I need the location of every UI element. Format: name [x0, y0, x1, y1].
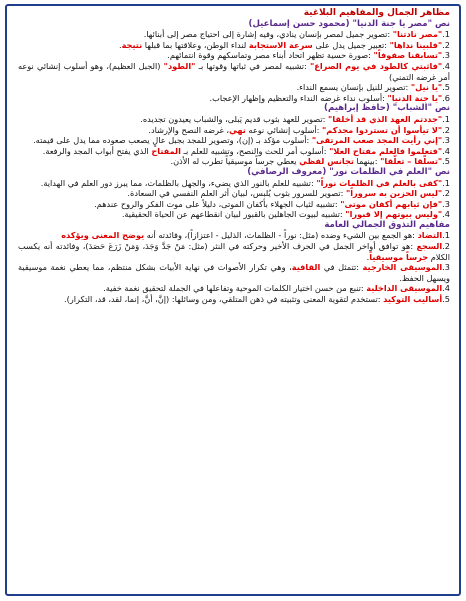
item-text: :أسلوب نداء غرضه النداء والتعظيم وإظهار الإعجاب.	[209, 92, 388, 103]
section-heading: نص "العلم في الظلمات نور" (معروف الرصافي)	[247, 166, 450, 177]
item-number: 2.	[442, 241, 450, 252]
item-number: 2.	[442, 124, 450, 135]
item-text: :بينهما	[353, 156, 381, 167]
item-text: :هو توافق أواخر الجمل في الحرف الأخير وحركته في النثر (مثل: مَنْ جَدَّ وَجَدَ، وَمَنْ زَرَعَ حَصَدَ)، وفائدته أنه يكسب الكلام	[18, 241, 450, 262]
list-item	[18, 135, 450, 146]
list-item	[18, 294, 450, 305]
item-key-phrase: أساليب التوكيد	[383, 294, 443, 305]
item-number: 4.	[442, 145, 450, 156]
item-highlight: يوضح المعنى ويؤكده	[61, 230, 145, 241]
item-text: :تصوير للعهد بثوب قديم يَبلى، والشباب يعيدون تجديده.	[140, 113, 329, 124]
item-text: :أسلوب أمر للحث والنصح، وتشبيه للعلم بـ	[180, 145, 330, 156]
item-highlight: جرساً موسيقياً	[369, 251, 429, 262]
section-heading: نص "الشباب" (حافظ إبراهيم)	[324, 103, 450, 114]
item-highlight: القافية	[291, 262, 321, 273]
item-key-phrase: "يا جنة الدنيا"	[387, 92, 443, 103]
item-key-phrase: "فإن ثيابهم أكفان موتى"	[340, 198, 443, 209]
section-heading: نص "مصر يا جنة الدنيا" (محمود حسن إسماعيل)	[248, 18, 450, 29]
item-text: :هو الجمع بين الشيء وضده (مثل: نوراً - الظلمات، الذليل - اعتزازاً)، وفائدته أنه	[144, 230, 418, 241]
list-item	[18, 50, 450, 61]
item-key-phrase: "كفى بالعلم في الظلمات نوراً"	[316, 177, 443, 188]
list-item	[18, 178, 450, 189]
item-text: :تتمثل في	[320, 262, 363, 273]
item-number: 5.	[442, 82, 450, 93]
list-item	[18, 156, 450, 167]
item-text: .	[118, 39, 122, 50]
item-key-phrase: "جددتم العهد الذي قد أخلقا"	[328, 113, 443, 124]
list-item	[18, 241, 450, 262]
item-key-phrase: "فتعلموا فالعلم مفتاح العلا"	[329, 145, 443, 156]
list-item	[18, 29, 450, 40]
item-text: الذي يفتح أبواب المجد والرفعة.	[42, 145, 152, 156]
document-title: مظاهر الجمال والمفاهيم البلاغية	[303, 8, 450, 18]
item-number: 2.	[442, 39, 450, 50]
list-item	[18, 262, 450, 283]
item-number: 1.	[442, 230, 450, 241]
item-number: 1.	[442, 177, 450, 188]
item-key-phrase: التضاد	[417, 230, 443, 241]
list-item	[18, 82, 450, 93]
list-item	[18, 114, 450, 125]
list-item	[18, 61, 450, 82]
list-item	[18, 125, 450, 136]
item-number: 3.	[442, 135, 450, 146]
item-text: :تشبيه للعلم بالنور الذي يضيء، والجهل بالظلمات، مما يبرز دور العلم في الهداية.	[40, 177, 317, 188]
item-number: 1.	[442, 113, 450, 124]
sections-container	[18, 19, 450, 305]
item-number: 1.	[442, 29, 450, 40]
item-text: :تشبيه لثياب الجهلاء بأكفان الموتى، دليلاً على موت الفكر والروح عندهم.	[94, 198, 341, 209]
item-text: لنداء الوطن، وعلاقتها بما قبلها	[142, 39, 249, 50]
item-text: (الجبل العظيم)، وهو أسلوب إنشائي نوعه أمر غرضه التمني)	[18, 60, 450, 82]
item-key-phrase: "فلبينا نداها"	[389, 39, 443, 50]
item-number: 4.	[442, 209, 450, 220]
item-text: :أسلوب إنشائي نوعه	[245, 124, 323, 135]
list-item	[18, 230, 450, 241]
item-text: .	[366, 251, 370, 262]
item-highlight: نتيجة	[121, 39, 143, 50]
item-key-phrase: "مصر نادتنا"	[392, 29, 443, 40]
item-highlight: سرعة الاستجابة	[248, 39, 313, 50]
item-text: :تنبع من حسن اختيار الكلمات الموحية وتفاعلها في الجملة لتحقيق نغمة خفية.	[103, 283, 367, 294]
item-key-phrase: "وليس بيوتهم إلا قبورا"	[345, 209, 443, 220]
item-number: 4.	[442, 60, 451, 71]
item-key-phrase: "ليس الحزين به سروراً"	[345, 188, 443, 199]
item-key-phrase: "إني رأيت المجد صعب المرتقى"	[311, 135, 443, 146]
item-highlight: نهي	[229, 124, 246, 135]
item-text: :أسلوب مؤكد بـ (إن)، وتصوير للمجد بجبل عالٍ يصعب صعوده مما يدل على قيمته.	[33, 135, 312, 146]
item-text: :تستخدم لتقوية المعنى وتثبيته في ذهن المتلقي، ومن وسائلها: (إنَّ، أنَّ، إنما، لقد، قد، التكرار).	[64, 294, 384, 305]
item-key-phrase: "لا تيأسوا أن تستردوا مجدكم"	[322, 124, 443, 135]
item-text: :تعبير جميل يدل على	[312, 39, 390, 50]
item-text: :تصوير للسرور بثوب يُلبس، لبيان أثر العلم النفسي في السعادة.	[127, 188, 346, 199]
list-item	[18, 40, 450, 51]
item-key-phrase: الموسيقى الخارجية	[362, 262, 443, 273]
item-text: :صورة حسية تظهر اتحاد أبناء مصر وتماسكهم وقوة انتمائهم.	[167, 50, 374, 61]
item-text: يعطي جرساً موسيقياً تطرب له الأذن.	[170, 156, 300, 167]
item-number: 3.	[442, 262, 450, 273]
item-key-phrase: السجع	[416, 241, 443, 252]
item-number: 5.	[442, 294, 450, 305]
item-number: 3.	[442, 50, 450, 61]
item-key-phrase: "تسابقنا صفوفاً"	[373, 50, 443, 61]
item-text: :تشبيه لبيوت الجاهلين بالقبور لبيان انقطاعهم عن الحياة الحقيقية.	[121, 209, 346, 220]
item-text: :تصوير للنيل بإنسان يسمع النداء.	[296, 82, 411, 93]
item-number: 6.	[442, 92, 450, 103]
section-heading: مفاهيم التذوق الجمالي العامة	[324, 219, 450, 230]
list-item	[18, 283, 450, 294]
item-highlight: تجانس لفظي	[299, 156, 354, 167]
list-item	[18, 146, 450, 157]
item-number: 2.	[442, 188, 450, 199]
item-number: 4.	[442, 283, 450, 294]
item-text: ، غرضه النصح والإرشاد.	[148, 124, 230, 135]
list-item	[18, 199, 450, 210]
document-content	[10, 6, 456, 305]
item-key-phrase: "تسلّقا – تعلّقا"	[380, 156, 443, 167]
list-item	[18, 209, 450, 220]
item-number: 3.	[442, 198, 450, 209]
item-text: ، وهي تكرار الأصوات في نهاية الأبيات بشكل منتظم، مما يعطي نغمة موسيقية ويسهل الحفظ.	[18, 262, 450, 283]
list-item	[18, 93, 450, 104]
item-number: 5.	[442, 156, 450, 167]
item-key-phrase: "يا نيل"	[410, 82, 443, 93]
item-text: :تصوير جميل لمصر بإنسان ينادي، وفيه إشارة إلى احتياج مصر إلى أبنائها.	[143, 29, 393, 40]
item-key-phrase: "فاثبتي كالطود في يوم الصراع"	[309, 60, 443, 71]
list-item	[18, 188, 450, 199]
item-highlight: "الطود"	[163, 60, 196, 71]
item-text: :تشبيه لمصر في ثباتها وقوتها بـ	[195, 60, 310, 71]
item-key-phrase: الموسيقى الداخلية	[366, 283, 443, 294]
item-highlight: المفتاح	[151, 145, 181, 156]
